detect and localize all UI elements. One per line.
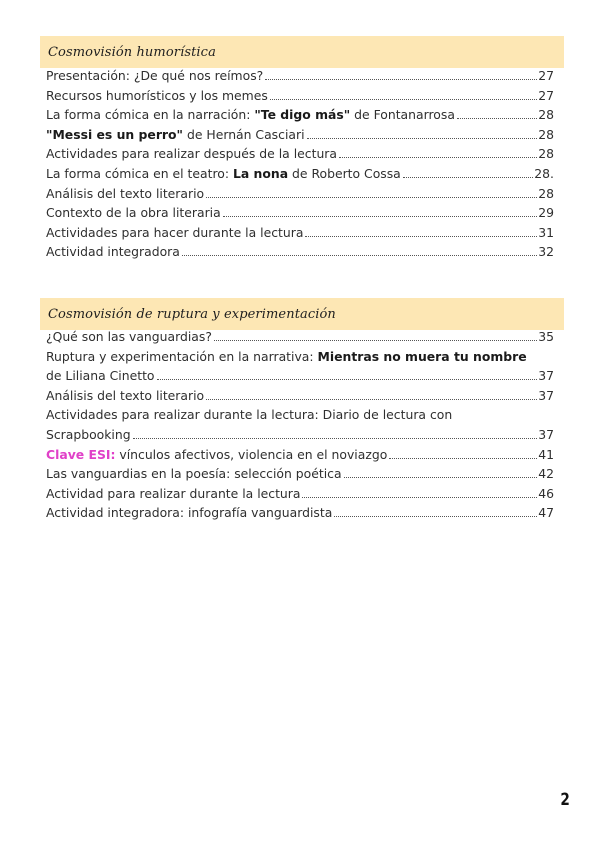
toc-page-number: 27 <box>538 68 554 83</box>
toc-entry[interactable] <box>46 184 554 204</box>
toc-entry[interactable] <box>46 105 554 125</box>
toc-entry-text: Análisis del texto literario <box>46 185 205 201</box>
toc-entry-text: Actividad para realizar durante la lectura <box>46 485 301 501</box>
dot-leader <box>339 156 537 158</box>
toc-entry-title <box>46 86 268 106</box>
toc-entry-text: de Fontanarrosa <box>350 107 455 123</box>
toc-entry-text: La forma cómica en el teatro: <box>46 165 233 181</box>
toc-entry[interactable] <box>46 86 554 106</box>
toc-entry-title <box>46 125 305 145</box>
toc-page-number: 31 <box>538 224 554 240</box>
toc-entry[interactable] <box>46 327 554 347</box>
toc-entry[interactable] <box>46 125 554 145</box>
toc-entry-text: ¿Qué son las vanguardias? <box>46 329 212 344</box>
toc-entry-title <box>46 464 342 484</box>
toc-page-number: 29 <box>538 205 554 221</box>
toc-entry[interactable] <box>46 425 554 445</box>
toc-entry-title <box>46 503 332 523</box>
toc-entry-title <box>46 66 263 86</box>
toc-entry-text: de Hernán Casciari <box>183 126 305 142</box>
dot-leader <box>270 98 537 100</box>
toc-page-number: 47 <box>538 505 554 521</box>
toc-entry[interactable] <box>46 484 554 504</box>
dot-leader <box>157 378 538 380</box>
dot-leader <box>214 339 537 341</box>
toc-entry-text: Recursos humorísticos y los memes <box>46 87 268 103</box>
toc-page-number: 37 <box>538 387 554 403</box>
toc-entry-text: Actividades para hacer durante la lectura <box>46 224 304 240</box>
dot-leader <box>223 215 538 217</box>
toc-entry[interactable] <box>46 203 554 223</box>
toc-entry-text: Actividades para realizar durante la lectura: Diario de lectura con <box>46 407 453 423</box>
toc-page-number: 28 <box>538 185 554 201</box>
dot-leader <box>344 476 538 478</box>
toc-entry-title <box>46 223 303 243</box>
esi-tag: Clave ESI: <box>46 446 116 462</box>
toc-entry-text: Actividades para realizar después de la lectura <box>46 146 337 162</box>
dot-leader <box>307 137 538 139</box>
toc-entry-text: "Messi es un perro" <box>46 126 184 142</box>
toc-page-number: 32 <box>538 244 554 260</box>
toc-entry-title <box>46 203 221 223</box>
toc-entry-text: La forma cómica en la narración: <box>46 107 255 123</box>
toc-entry-text: Las vanguardias en la poesía: selección poética <box>46 466 342 482</box>
dot-leader <box>305 235 537 237</box>
toc-page-number: 35 <box>538 329 554 344</box>
section-title: Cosmovisión humorística <box>48 44 216 60</box>
toc-entry-title <box>46 405 554 425</box>
toc-entry[interactable] <box>46 144 554 164</box>
toc-entry-title <box>46 144 337 164</box>
toc-entry-text: Contexto de la obra literaria <box>46 205 221 221</box>
toc-entry[interactable] <box>46 445 554 465</box>
toc-entry[interactable] <box>46 66 554 86</box>
toc-entry-text: Presentación: ¿De qué nos reímos? <box>46 68 264 83</box>
section-title: Cosmovisión de ruptura y experimentación <box>48 306 336 322</box>
dot-leader <box>265 78 537 80</box>
toc-list-ruptura <box>46 327 554 523</box>
toc-entry-title <box>46 366 155 386</box>
toc-page-number: 28 <box>538 126 554 142</box>
toc-page-number: 41 <box>538 446 554 462</box>
toc-entry-text: de Roberto Cossa <box>288 165 401 181</box>
toc-entry-text: Actividad integradora: infografía vanguardista <box>46 505 333 521</box>
toc-entry-title <box>46 425 131 445</box>
toc-entry-title <box>46 242 180 262</box>
toc-page-number: 28 <box>538 146 554 162</box>
toc-entry-title <box>46 105 455 125</box>
toc-entry[interactable] <box>46 464 554 484</box>
dot-leader <box>133 437 538 439</box>
toc-entry-title <box>46 445 387 465</box>
dot-leader <box>182 254 537 256</box>
section-header-ruptura <box>40 298 564 330</box>
toc-entry-text: Scrapbooking <box>46 426 131 442</box>
toc-entry[interactable] <box>46 366 554 386</box>
toc-entry[interactable] <box>46 223 554 243</box>
toc-page-number: 28 <box>538 107 554 123</box>
toc-entry[interactable] <box>46 164 554 184</box>
toc-entry-text: Análisis del texto literario <box>46 387 205 403</box>
toc-entry-title <box>46 327 212 347</box>
dot-leader <box>206 196 537 198</box>
page-number: 2 <box>560 790 570 810</box>
toc-entry-title <box>46 386 204 406</box>
toc-page-number: 46 <box>538 485 554 501</box>
toc-page-number: 28. <box>534 165 554 181</box>
dot-leader <box>302 496 537 498</box>
toc-entry[interactable] <box>46 386 554 406</box>
dot-leader <box>206 398 537 400</box>
toc-entry[interactable] <box>46 405 554 425</box>
section-header-humoristica <box>40 36 564 68</box>
toc-entry[interactable] <box>46 347 554 367</box>
toc-entry[interactable] <box>46 503 554 523</box>
toc-entry-title <box>46 347 554 367</box>
toc-entry-text: de Liliana Cinetto <box>46 368 155 384</box>
toc-entry-text: La nona <box>232 165 289 181</box>
toc-list-humoristica <box>46 66 554 262</box>
toc-entry-text: "Te digo más" <box>254 107 351 123</box>
toc-page-number: 37 <box>538 368 554 384</box>
toc-page-number: 42 <box>538 466 554 482</box>
toc-entry-title <box>46 484 300 504</box>
toc-entry-text: Mientras no muera tu nombre <box>317 348 527 364</box>
toc-entry-title <box>46 184 204 204</box>
toc-entry-text: vínculos afectivos, violencia en el noviazgo <box>115 446 388 462</box>
toc-entry-text: Actividad integradora <box>46 244 180 260</box>
dot-leader <box>389 457 537 459</box>
dot-leader <box>334 515 537 517</box>
toc-page-number: 27 <box>538 87 554 103</box>
toc-entry[interactable] <box>46 242 554 262</box>
toc-page-number: 37 <box>538 426 554 442</box>
toc-entry-title <box>46 164 401 184</box>
dot-leader <box>403 176 534 178</box>
toc-entry-text: Ruptura y experimentación en la narrativa: <box>46 348 318 364</box>
dot-leader <box>457 117 537 119</box>
